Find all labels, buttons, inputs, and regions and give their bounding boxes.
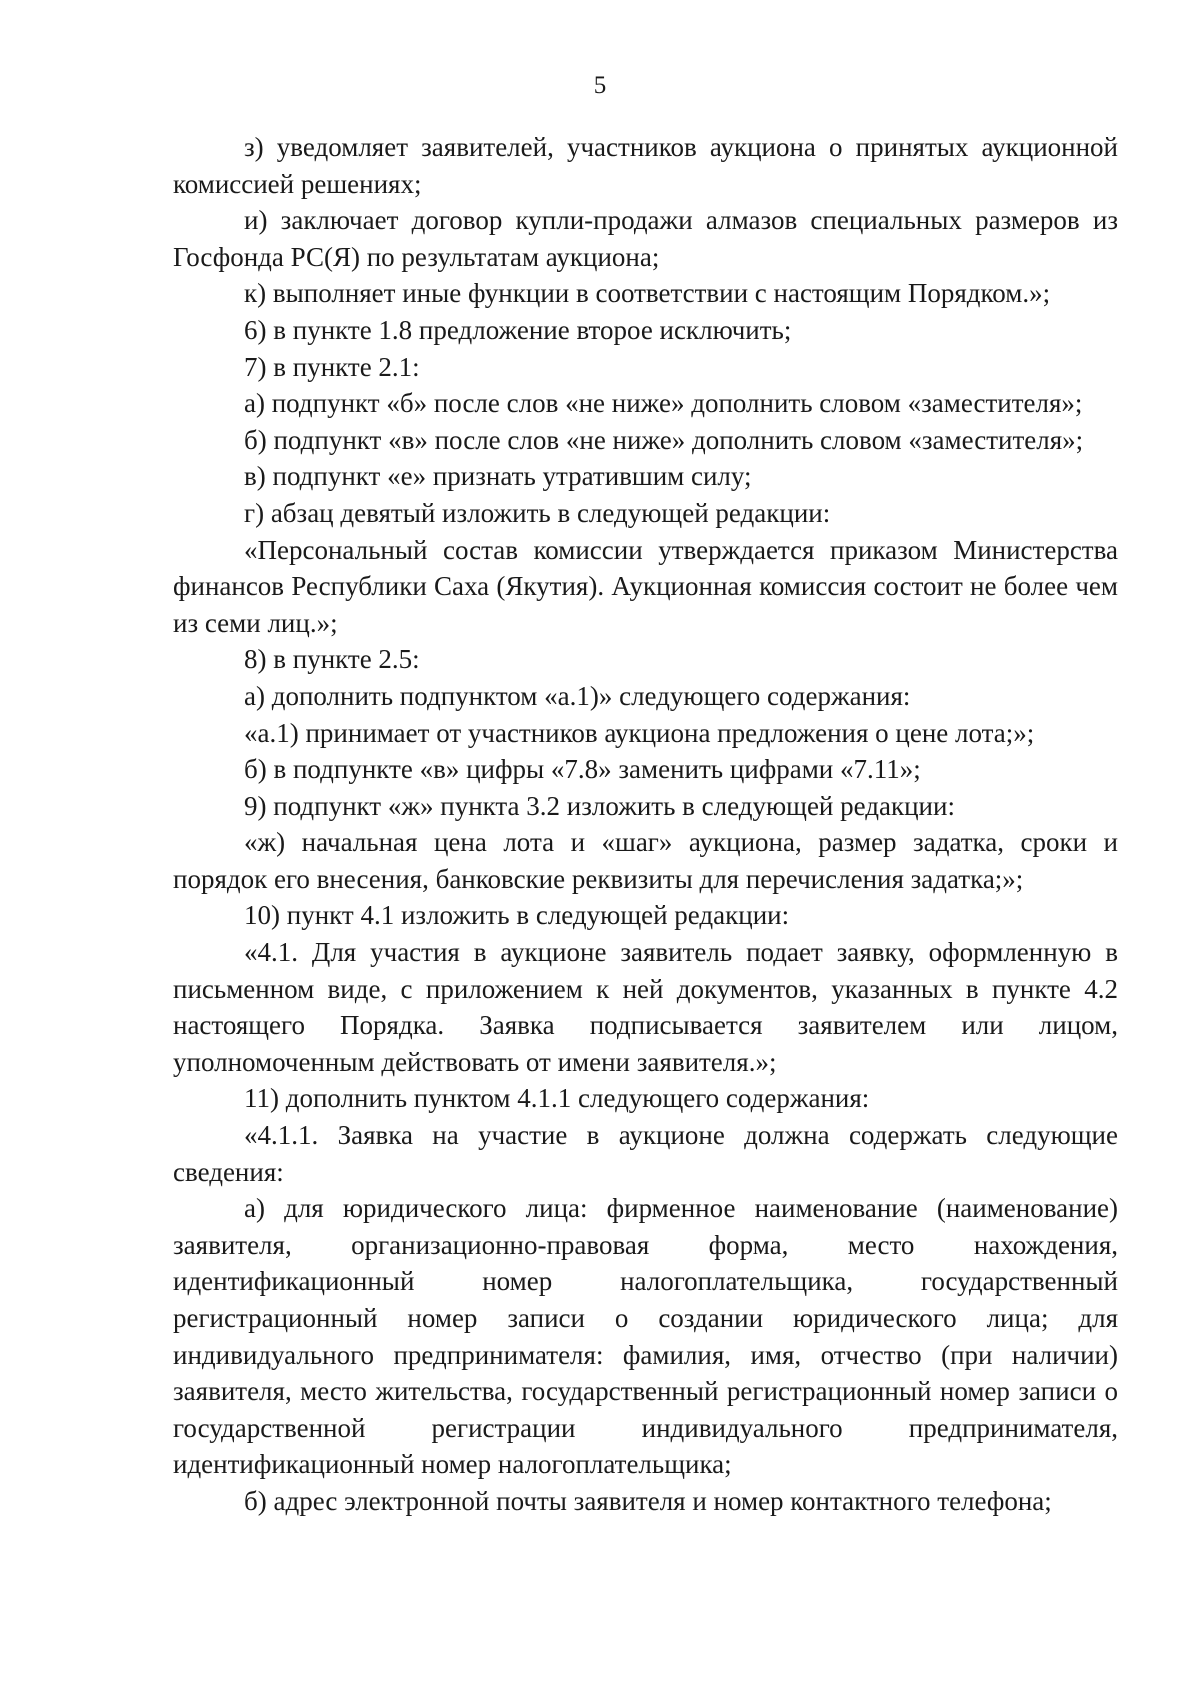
paragraph-z-notify: з) уведомляет заявителей, участников аукциона о принятых аукционной комиссией решениях; [173, 132, 1118, 199]
paragraph-8a: а) дополнить подпунктом «а.1)» следующего содержания: [244, 680, 911, 711]
paragraph-item-7: 7) в пункте 2.1: [244, 351, 420, 382]
paragraph-4-1-quote: «4.1. Для участия в аукционе заявитель подает заявку, оформленную в письменном виде, с приложением к ней документов, указанных в пункте 4.2 настоящего Порядка. Заявка подписывается заявителем или лицом, уполномоченным действовать от имени заявителя.»; [173, 937, 1118, 1077]
paragraph-a1-quote: «а.1) принимает от участников аукциона предложения о цене лота;»; [244, 717, 1035, 748]
paragraph-7a: а) подпункт «б» после слов «не ниже» дополнить словом «заместителя»; [244, 388, 1083, 419]
paragraph-item-8: 8) в пункте 2.5: [244, 644, 420, 675]
document-body [173, 129, 1118, 1520]
paragraph-commission-quote: «Персональный состав комиссии утверждается приказом Министерства финансов Республики Саха (Якутия). Аукционная комиссия состоит не более чем из семи лиц.»; [173, 534, 1118, 638]
paragraph-k-other-functions: к) выполняет иные функции в соответствии с настоящим Порядком.»; [244, 278, 1051, 309]
paragraph-4-1-1-quote: «4.1.1. Заявка на участие в аукционе должна содержать следующие сведения: [173, 1120, 1118, 1187]
paragraph-item-6: 6) в пункте 1.8 предложение второе исключить; [244, 314, 792, 345]
paragraph-item-9: 9) подпункт «ж» пункта 3.2 изложить в следующей редакции: [244, 790, 955, 821]
paragraph-applicant-details: а) для юридического лица: фирменное наименование (наименование) заявителя, организационно-правовая форма, место нахождения, идентификационный номер налогоплательщика, государственный регистрационный номер записи о создании юридического лица; для индивидуального предпринимателя: фамилия, имя, отчество (при наличии) заявителя, место жительства, государственный регистрационный номер записи о государственной регистрации индивидуального предпринимателя, идентификационный номер налогоплательщика; [173, 1193, 1118, 1480]
paragraph-7v: в) подпункт «е» признать утратившим силу; [244, 461, 752, 492]
paragraph-email-phone: б) адрес электронной почты заявителя и номер контактного телефона; [244, 1485, 1052, 1516]
paragraph-i-contract: и) заключает договор купли-продажи алмазов специальных размеров из Госфонда РС(Я) по результатам аукциона; [173, 205, 1118, 272]
paragraph-8b: б) в подпункте «в» цифры «7.8» заменить цифрами «7.11»; [244, 754, 921, 785]
paragraph-zh-quote: «ж) начальная цена лота и «шаг» аукциона, размер задатка, сроки и порядок его внесения, банковские реквизиты для перечисления задатка;»; [173, 827, 1118, 894]
paragraph-item-11: 11) дополнить пунктом 4.1.1 следующего содержания: [244, 1083, 870, 1114]
paragraph-item-10: 10) пункт 4.1 изложить в следующей редакции: [244, 900, 790, 931]
paragraph-7g: г) абзац девятый изложить в следующей редакции: [244, 497, 831, 528]
page-number: 5 [593, 72, 607, 99]
paragraph-7b: б) подпункт «в» после слов «не ниже» дополнить словом «заместителя»; [244, 424, 1084, 455]
